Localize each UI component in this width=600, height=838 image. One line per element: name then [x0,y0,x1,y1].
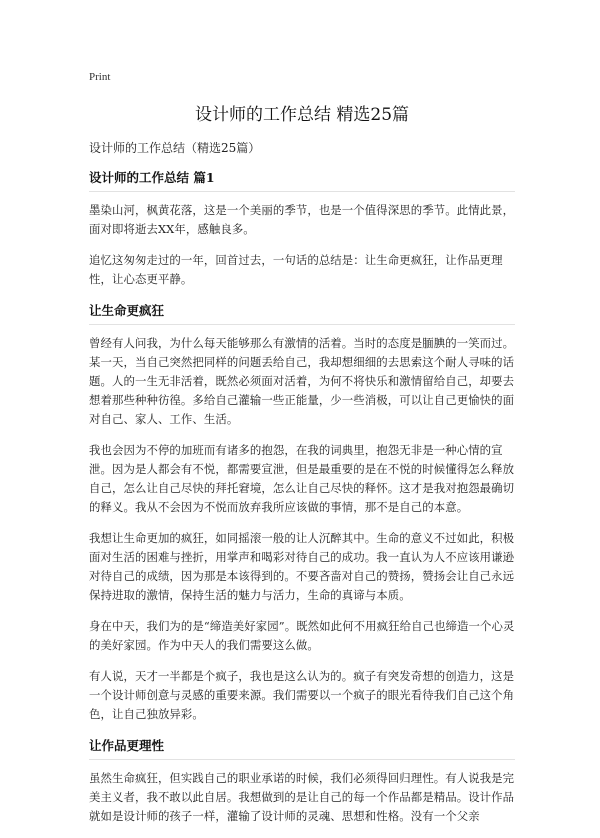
paragraph: 有人说，天才一半都是个疯子，我也是这么认为的。疯子有突发奇想的创造力，这是一个设计师创意与灵感的重要来源。我们需要以一个疯子的眼光看待我们自己这个角色，让自己独放异彩。 [89,669,515,721]
paragraph: 我也会因为不停的加班而有诸多的抱怨，在我的词典里，抱怨无非是一种心情的宣泄。因为是人都会有不悦，都需要宣泄，但是最重要的是在不悦的时候懂得怎么释放自己，怎么让自己尽快的拜托窘境，怎么让自己尽快的释怀。这才是我对抱怨最确切的释义。我从不会因为不悦而放弃我所应该做的事情，那不是自己的本意。 [89,443,515,514]
section-heading-part1: 设计师的工作总结 篇1 [89,168,515,192]
section-heading-rational: 让作品更理性 [89,736,515,760]
document-content [89,100,515,838]
section-heading-crazy: 让生命更疯狂 [89,301,515,325]
paragraph: 虽然生命疯狂，但实践自己的职业承诺的时候，我们必须得回归理性。有人说我是完美主义者，我不敢以此自居。我想做到的是让自己的每一个作品都是精品。设计作品就如是设计师的孩子一样，灌输了设计师的灵魂、思想和性格。没有一个父亲 [89,771,515,823]
paragraph: 墨染山河，枫黄花落，这是一个美丽的季节，也是一个值得深思的季节。此情此景，面对即将逝去XX年，感触良多。 [89,203,515,236]
print-link[interactable]: Print [89,71,111,83]
paragraph: 我想让生命更加的疯狂，如同摇滚一般的让人沉醉其中。生命的意义不过如此，积极面对生活的困难与挫折，用掌声和喝彩对待自己的成功。我一直认为人不应该用谦逊对待自己的成绩，因为那是本该得到的。不要吝啬对自己的赞扬，赞扬会让自己永远保持进取的激情，保持生活的魅力与活力，生命的真谛与本质。 [89,531,515,602]
paragraph: 身在中天，我们为的是“缔造美好家园”。既然如此何不用疯狂给自己也缔造一个心灵的美好家园。作为中天人的我们需要这么做。 [89,619,515,652]
document-subtitle: 设计师的工作总结（精选25篇） [89,141,261,155]
page-title: 设计师的工作总结 精选25篇 [194,105,410,125]
paragraph: 追忆这匆匆走过的一年，回首过去，一句话的总结是：让生命更疯狂，让作品更理性，让心态更平静。 [89,253,503,286]
paragraph: 曾经有人问我，为什么每天能够那么有激情的活着。当时的态度是腼腆的一笑而过。某一天，当自己突然把同样的问题丢给自己，我却想细细的去思索这个耐人寻味的话题。人的一生无非活着，既然必须面对活着，为何不将快乐和激情留给自己，却要去想着那些种种彷徨。多给自己灌输一些正能量，少一些消极，可以让自己更愉快的面对自己、家人、工作、生活。 [89,336,515,426]
